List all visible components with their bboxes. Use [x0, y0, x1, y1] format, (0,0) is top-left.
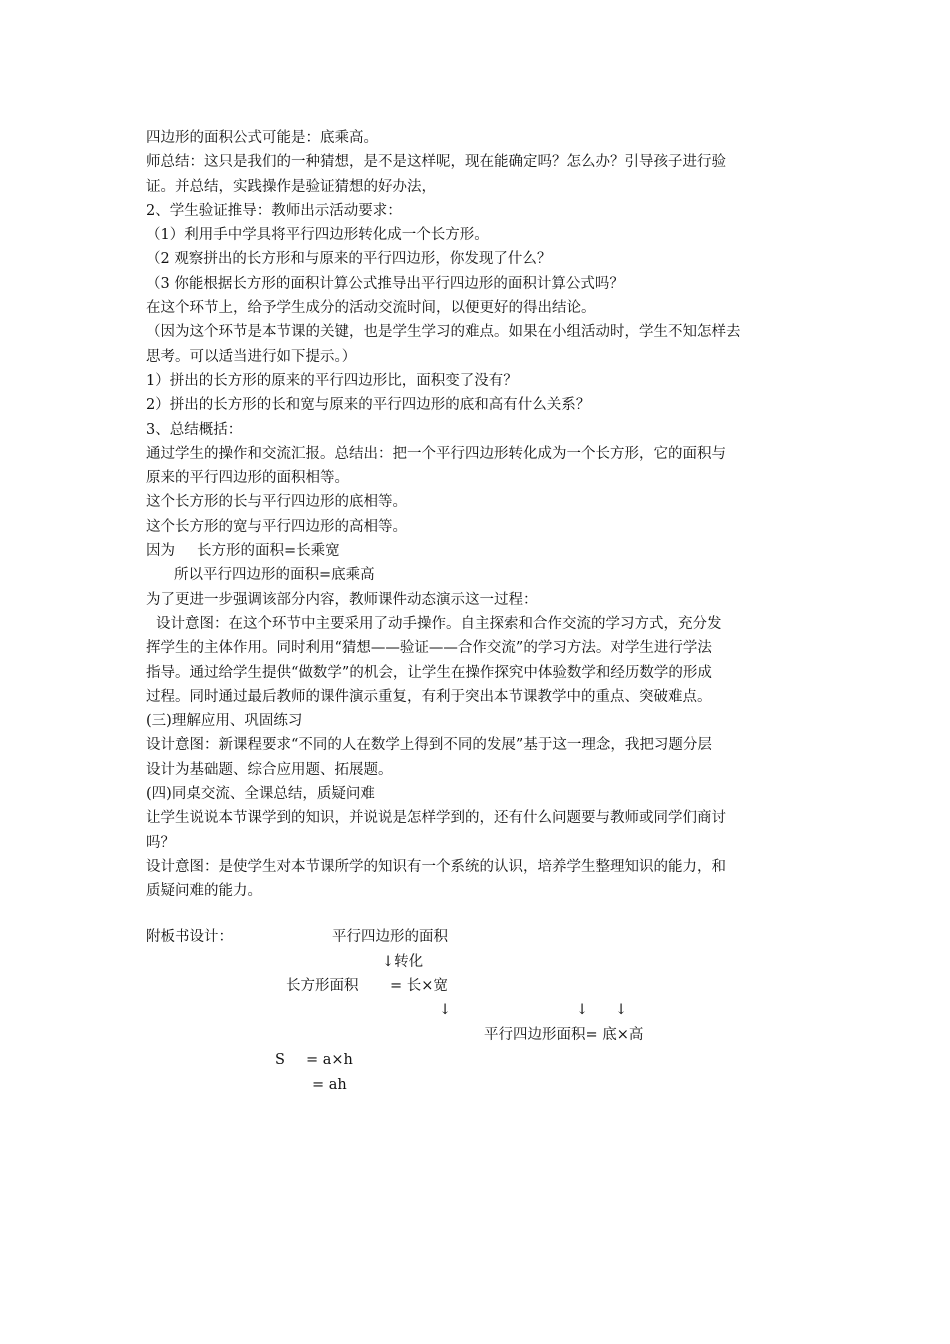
list-item: （3 你能根据长方形的面积计算公式推导出平行四边形的面积计算公式吗？ — [146, 275, 624, 292]
text-line: 质疑问难的能力。 — [146, 883, 262, 900]
text-line: 设计为基础题、综合应用题、拓展题。 — [146, 761, 393, 778]
text-line: （因为这个环节是本节课的关键，也是学生学习的难点。如果在小组活动时，学生不知怎样去 — [146, 324, 741, 341]
board-ah: = ah — [312, 1077, 347, 1093]
because-text: 长方形的面积=长乘宽 — [197, 543, 340, 560]
section-heading: (三)理解应用、巩固练习 — [146, 713, 303, 730]
so-line: 所以平行四边形的面积=底乘高 — [174, 567, 375, 584]
text-line: 原来的平行四边形的面积相等。 — [146, 470, 349, 487]
board-title: 平行四边形的面积 — [332, 929, 448, 945]
section-heading: 2、学生验证推导：教师出示活动要求： — [146, 202, 402, 219]
section-heading: 3、总结概括： — [146, 421, 243, 438]
text-line: 思考。可以适当进行如下提示。） — [146, 348, 357, 365]
board-rect-area: 长方形面积 — [286, 978, 359, 994]
down-arrow-icon: ↓ — [439, 1002, 452, 1018]
section-heading: (四)同桌交流、全课总结，质疑问难 — [146, 786, 375, 803]
text-line: 设计意图：在这个环节中主要采用了动手操作。自主探索和合作交流的学习方式，充分发 — [156, 615, 722, 632]
text-line: 在这个环节上，给予学生成分的活动交流时间，以便更好的得出结论。 — [146, 300, 596, 317]
board-s: S — [275, 1052, 285, 1068]
text-line: 这个长方形的宽与平行四边形的高相等。 — [146, 518, 407, 535]
list-item: 1）拼出的长方形的原来的平行四边形比，面积变了没有？ — [146, 372, 518, 389]
board-len-width: = 长×宽 — [390, 978, 448, 994]
down-arrow-icon: ↓ — [615, 1002, 628, 1018]
text-line: 吗？ — [146, 834, 175, 851]
text-line: 这个长方形的长与平行四边形的底相等。 — [146, 494, 407, 511]
board-axh: = a×h — [306, 1052, 353, 1068]
text-line: 师总结：这只是我们的一种猜想，是不是这样呢，现在能确定吗？怎么办？引导孩子进行验 — [146, 154, 726, 171]
text-line: 指导。通过给学生提供“做数学”的机会，让学生在操作探究中体验数学和经历数学的形成 — [146, 664, 712, 681]
because-label: 因为 — [146, 543, 175, 560]
text-line: 过程。同时通过最后教师的课件演示重复，有利于突出本节课教学中的重点、突破难点。 — [146, 688, 712, 705]
text-line: 为了更进一步强调该部分内容，教师课件动态演示这一过程： — [146, 591, 538, 608]
list-item: （1）利用手中学具将平行四边形转化成一个长方形。 — [146, 227, 489, 244]
text-line: 挥学生的主体作用。同时利用“猜想——验证——合作交流”的学习方法。对学生进行学法 — [146, 640, 712, 657]
document-body — [146, 126, 810, 1093]
text-line: 通过学生的操作和交流汇报。总结出：把一个平行四边形转化成为一个长方形，它的面积与 — [146, 445, 726, 462]
board-para-area: 平行四边形面积= 底×高 — [484, 1027, 644, 1043]
list-item: 2）拼出的长方形的长和宽与原来的平行四边形的底和高有什么关系？ — [146, 397, 591, 414]
board-transform: ↓转化 — [382, 954, 424, 970]
because-line — [146, 539, 810, 563]
board-label: 附板书设计： — [146, 929, 233, 945]
list-item: （2 观察拼出的长方形和与原来的平行四边形，你发现了什么？ — [146, 251, 552, 268]
text-line: 四边形的面积公式可能是：底乘高。 — [146, 130, 378, 146]
down-arrow-icon: ↓ — [576, 1002, 589, 1018]
text-line: 证。并总结，实践操作是验证猜想的好办法， — [146, 178, 436, 195]
text-line: 让学生说说本节课学到的知识，并说说是怎样学到的，还有什么问题要与教师或同学们商讨 — [146, 810, 726, 827]
text-line: 设计意图：是使学生对本节课所学的知识有一个系统的认识，培养学生整理知识的能力，和 — [146, 858, 726, 875]
text-line: 设计意图：新课程要求“不同的人在数学上得到不同的发展”基于这一理念，我把习题分层 — [146, 737, 712, 754]
